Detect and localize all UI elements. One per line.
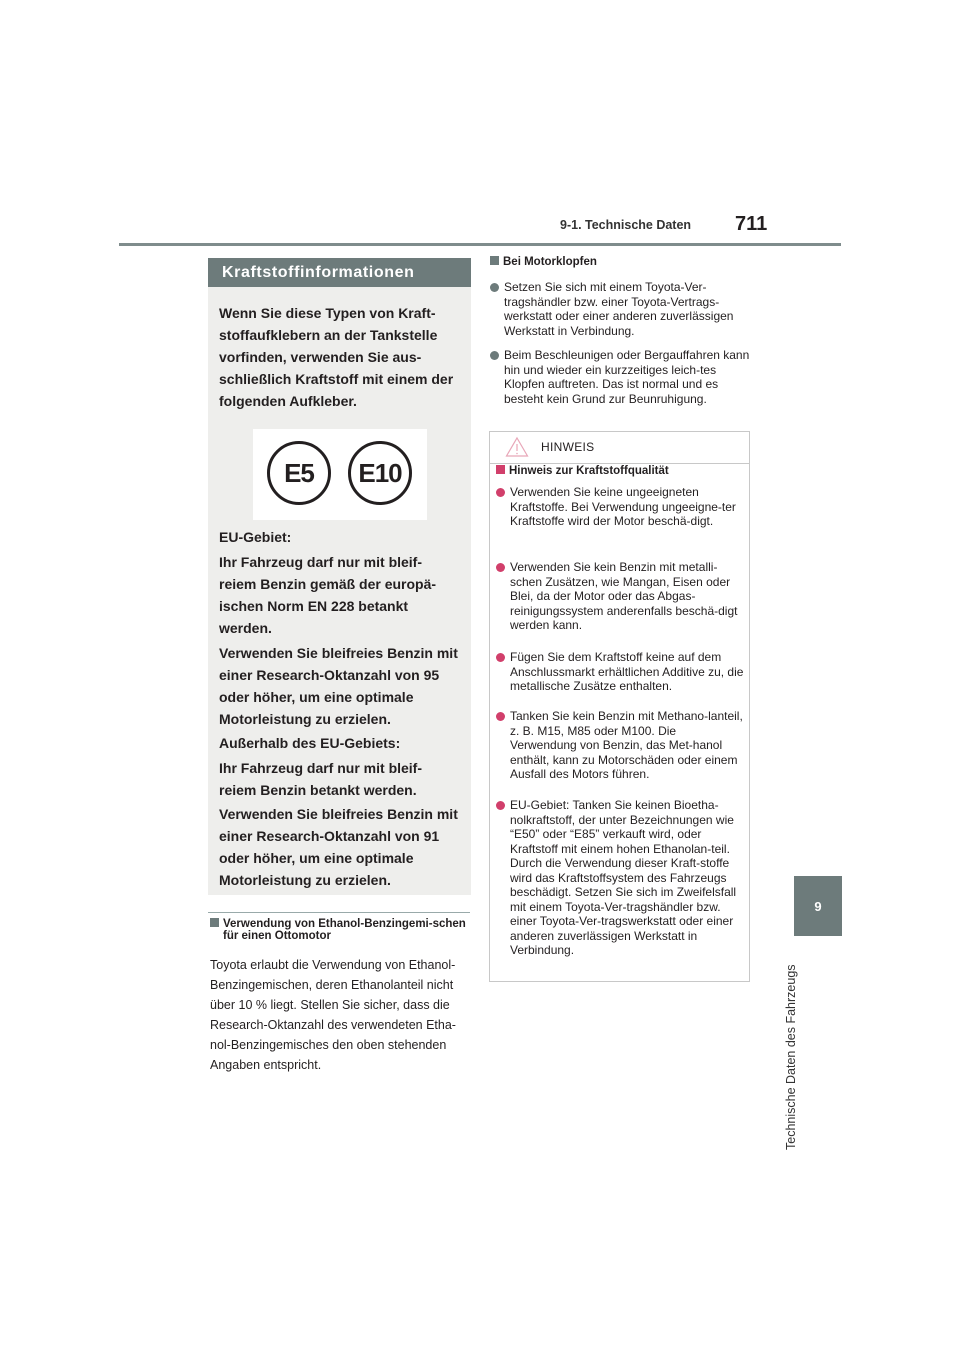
- list-item: [496, 560, 746, 633]
- ethanol-body: Toyota erlaubt die Verwendung von Ethanol-Benzingemischen, deren Ethanolanteil nicht über 10 % liegt. Stellen Sie sicher, dass die Research-Oktanzahl des verwendeten Etha-nol-Benzingemisches den oben stehenden Angaben entspricht.: [210, 958, 456, 1072]
- chapter-label-text: Technische Daten des Fahrzeugs: [784, 964, 798, 1150]
- fuel-sticker-panel: [253, 429, 427, 520]
- square-bullet-icon: [496, 465, 505, 474]
- eu-octane-text: Verwenden Sie bleifreies Benzin mit einer Research-Oktanzahl von 95 oder höher, um eine optimale Motorleistung zu erzielen.: [219, 645, 458, 727]
- warning-icon: [505, 436, 529, 458]
- list-item-text: Setzen Sie sich mit einem Toyota-Ver-tragshändler bzw. einer Toyota-Vertrags-werkstatt oder einer anderen zuverlässigen Werkstatt in Verbindung.: [504, 280, 734, 338]
- e5-sticker: E5: [267, 441, 331, 505]
- list-item: [490, 280, 752, 338]
- eu-heading: EU-Gebiet:: [219, 529, 292, 545]
- page-number: 711: [735, 213, 768, 235]
- list-item-text: Beim Beschleunigen oder Bergauffahren kann hin und wieder ein kurzzeitiges leich-tes Klopfen auftreten. Das ist normal und es besteht kein Grund zur Beunruhigung.: [504, 348, 750, 406]
- square-bullet-icon: [490, 256, 499, 265]
- chapter-tab[interactable]: 9: [794, 876, 842, 936]
- fuel-info-intro: [219, 302, 465, 412]
- notice-divider: [490, 463, 749, 464]
- list-item: [496, 798, 746, 958]
- non-eu-text: Ihr Fahrzeug darf nur mit bleif-reiem Benzin betankt werden.: [219, 760, 423, 798]
- list-item-text: Tanken Sie kein Benzin mit Methano-lanteil, z. B. M15, M85 oder M100. Die Verwendung von Benzin, das Met-hanol enthält, kann zu Motorschäden oder einem Ausfall des Motors führen.: [510, 709, 743, 781]
- section-title: 9-1. Technische Daten: [560, 218, 692, 232]
- round-bullet-icon: [496, 488, 505, 497]
- non-eu-octane-text: Verwenden Sie bleifreies Benzin mit einer Research-Oktanzahl von 91 oder höher, um eine optimale Motorleistung zu erzielen.: [219, 806, 458, 888]
- round-bullet-icon: [490, 283, 499, 292]
- notice-label: HINWEIS: [541, 440, 595, 454]
- round-bullet-icon: [496, 563, 505, 572]
- square-bullet-icon: [210, 918, 219, 927]
- round-bullet-icon: [490, 351, 499, 360]
- round-bullet-icon: [496, 712, 505, 721]
- list-item: [496, 709, 746, 782]
- list-item: [496, 650, 746, 694]
- ethanol-heading-text: Verwendung von Ethanol-Benzingemi-schen für einen Ottomotor: [223, 918, 466, 942]
- list-item-text: Verwenden Sie keine ungeeigneten Kraftstoffe. Bei Verwendung ungeeigne-ter Kraftstoffe wird der Motor beschä-digt.: [510, 485, 736, 528]
- section-divider: [208, 912, 470, 913]
- eu-text: Ihr Fahrzeug darf nur mit bleif-reiem Benzin gemäß der europä-ischen Norm EN 228 betankt werden.: [219, 554, 437, 636]
- chapter-label: [781, 942, 807, 1150]
- list-item: [496, 485, 746, 529]
- header-rule: [119, 243, 841, 246]
- knocking-heading: [490, 256, 597, 268]
- notice-heading: [496, 465, 669, 477]
- list-item-text: Fügen Sie dem Kraftstoff keine auf dem Anschlussmarkt erhältlichen Additive zu, die metallische Zusätze enthalten.: [510, 650, 744, 693]
- e10-sticker: E10: [348, 441, 412, 505]
- round-bullet-icon: [496, 653, 505, 662]
- fuel-info-title: Kraftstoffinformationen: [208, 258, 471, 287]
- list-item-text: EU-Gebiet: Tanken Sie keinen Bioetha-nolkraftstoff, der unter Bezeichnungen wie “E50” oder “E85” verkauft wird, oder Kraftstoff mit einem hohen Ethanolan-teil. Durch die Verwendung dieser Kraft-stoffe wird das Kraftstoffsystem des Fahrzeugs beschädigt. Setzen Sie sich im Zweifelsfall mit einem Toyota-Ver-tragshändler bzw. einer Toyota-Ver-tragswerkstatt oder einer anderen zuverlässigen Werkstatt in Verbindung.: [510, 798, 737, 957]
- round-bullet-icon: [496, 801, 505, 810]
- list-item: [490, 348, 752, 406]
- ethanol-heading: [210, 918, 472, 942]
- intro-text: Wenn Sie diese Typen von Kraft-stoffaufklebern an der Tankstelle vorfinden, verwenden Sie aus-schließlich Kraftstoff mit einem der folgenden Aufkleber.: [219, 305, 454, 409]
- list-item-text: Verwenden Sie kein Benzin mit metalli-schen Zusätzen, wie Mangan, Eisen oder Blei, da der Motor oder das Abgas-reinigungssystem anderenfalls beschä-digt werden kann.: [510, 560, 738, 632]
- notice-heading-text: Hinweis zur Kraftstoffqualität: [509, 465, 669, 477]
- knocking-heading-text: Bei Motorklopfen: [503, 256, 597, 268]
- non-eu-heading: Außerhalb des EU-Gebiets:: [219, 735, 401, 751]
